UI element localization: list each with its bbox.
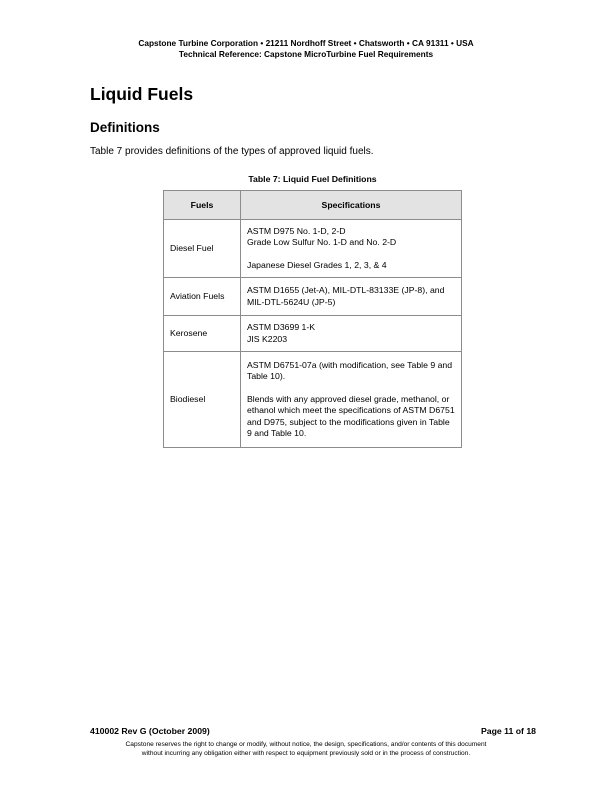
fuel-cell: Biodiesel: [164, 352, 241, 448]
spec-cell: [241, 352, 462, 448]
spec-cell: [241, 220, 462, 278]
page-title: Liquid Fuels: [90, 84, 194, 104]
header-address: Capstone Turbine Corporation • 21211 Nordhoff Street • Chatsworth • CA 91311 • USA: [138, 38, 474, 48]
table-header-row: [164, 191, 462, 220]
fuel-cell: Diesel Fuel: [164, 220, 241, 278]
spec-text: Blends with any approved diesel grade, methanol, or ethanol which meet the specifications of ASTM D6751 and D975, subject to the modifications given in Table 9 and Table 10.: [247, 393, 455, 438]
spec-text: ASTM D975 No. 1-D, 2-D Grade Low Sulfur No. 1-D and No. 2-D: [247, 225, 397, 248]
header-doc-title: Technical Reference: Capstone MicroTurbine Fuel Requirements: [178, 49, 434, 59]
spec-text: Japanese Diesel Grades 1, 2, 3, & 4: [247, 259, 387, 270]
spec-text: ASTM D6751-07a (with modification, see Table 9 and Table 10).: [247, 359, 453, 381]
column-header-fuels: Fuels: [164, 191, 241, 220]
footer-disclaimer-line: Capstone reserves the right to change or modify, without notice, the design, specifications, and/or contents of this document: [125, 741, 487, 748]
table-row: [164, 316, 462, 352]
fuel-cell: Kerosene: [164, 316, 241, 352]
spec-cell: [241, 278, 462, 316]
intro-paragraph: Table 7 provides definitions of the types of approved liquid fuels.: [90, 146, 374, 157]
page-header: [0, 38, 612, 60]
table-row: [164, 278, 462, 316]
fuel-cell: Aviation Fuels: [164, 278, 241, 316]
column-header-specifications: Specifications: [241, 191, 462, 220]
table-row: [164, 352, 462, 448]
table-caption: Table 7: Liquid Fuel Definitions: [248, 174, 377, 184]
fuel-definitions-table: [163, 190, 462, 448]
footer-disclaimer-line: without incurring any obligation either with respect to equipment previously sold or in the process of construction.: [141, 750, 471, 757]
section-heading: Definitions: [90, 120, 160, 135]
spec-text: ASTM D3699 1-K JIS K2203: [247, 322, 316, 344]
table-row: [164, 220, 462, 278]
footer-page-number: Page 11 of 18: [480, 726, 536, 736]
footer-doc-revision: 410002 Rev G (October 2009): [90, 726, 210, 736]
spec-cell: [241, 316, 462, 352]
spec-text: ASTM D1655 (Jet-A), MIL-DTL-83133E (JP-8), and MIL-DTL-5624U (JP-5): [247, 285, 445, 307]
footer-disclaimer: [0, 740, 612, 758]
